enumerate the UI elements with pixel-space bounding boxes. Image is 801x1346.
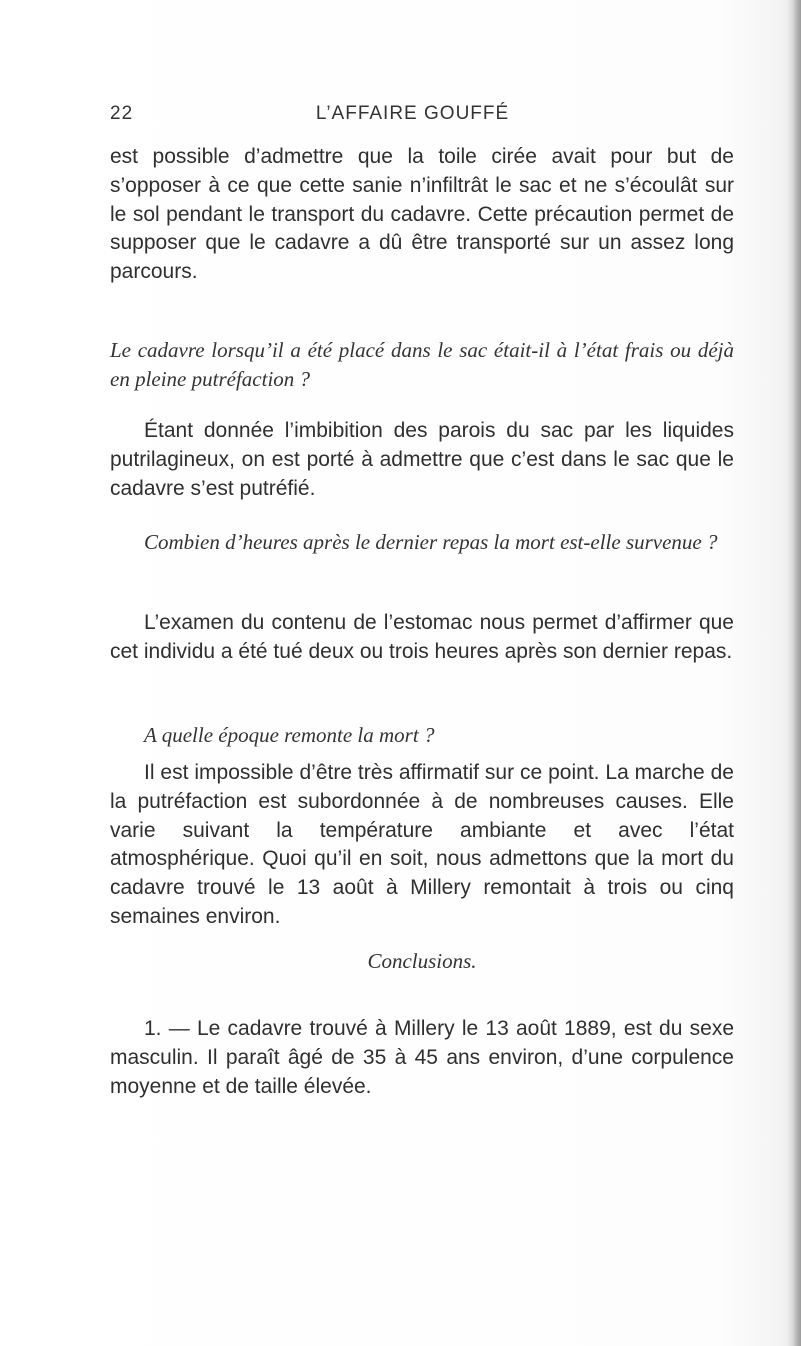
answer-paragraph xyxy=(110,609,734,667)
paragraph-text: L’examen du contenu de l’estomac nous permet d’affirmer que cet individu a été tué deux ou trois heures après son dernier repas. xyxy=(110,611,734,663)
conclusion-paragraph xyxy=(110,1015,734,1101)
paragraph-text: Il est impossible d’être très affirmatif sur ce point. La marche de la putréfaction est subordonnée à de nombreuses causes. Elle varie suivant la température ambiante et avec l’état atmosphérique. Quoi qu’il en soit, nous admettons que la mort du cadavre trouvé le 13 août à Millery remontait à trois ou cinq semaines environ. xyxy=(110,761,734,928)
question-text: A quelle époque remonte la mort ? xyxy=(144,723,435,747)
paragraph-continuation xyxy=(110,143,734,287)
section-heading xyxy=(110,947,734,976)
question-text: Combien d’heures après le dernier repas la mort est-elle survenue ? xyxy=(144,530,718,554)
page-number: 22 xyxy=(110,103,134,124)
page-header xyxy=(110,103,715,129)
section-title: Conclusions. xyxy=(367,949,477,973)
page-edge-shadow xyxy=(787,0,801,1346)
paragraph-text: est possible d’admettre que la toile cirée avait pour but de s’opposer à ce que cette sanie n’infiltrât le sac et ne s’écoulât sur le sol pendant le transport du cadavre. Cette précaution permet de supposer que le cadavre a dû être transporté sur un assez long parcours. xyxy=(110,145,734,284)
question-heading xyxy=(110,528,734,557)
paragraph-text: Étant donnée l’imbibition des parois du sac par les liquides putrilagineux, on est porté à admettre que c’est dans le sac que le cadavre s’est putréfié. xyxy=(110,419,734,500)
answer-paragraph xyxy=(110,759,734,932)
question-heading xyxy=(110,721,734,750)
running-title: L’AFFAIRE GOUFFÉ xyxy=(315,103,510,124)
answer-paragraph xyxy=(110,417,734,503)
paragraph-text: 1. — Le cadavre trouvé à Millery le 13 août 1889, est du sexe masculin. Il paraît âgé de 35 à 45 ans environ, d’une corpulence moyenne et de taille élevée. xyxy=(110,1017,734,1098)
question-heading xyxy=(110,336,734,394)
question-text: Le cadavre lorsqu’il a été placé dans le sac était-il à l’état frais ou déjà en pleine putréfaction ? xyxy=(110,338,734,391)
